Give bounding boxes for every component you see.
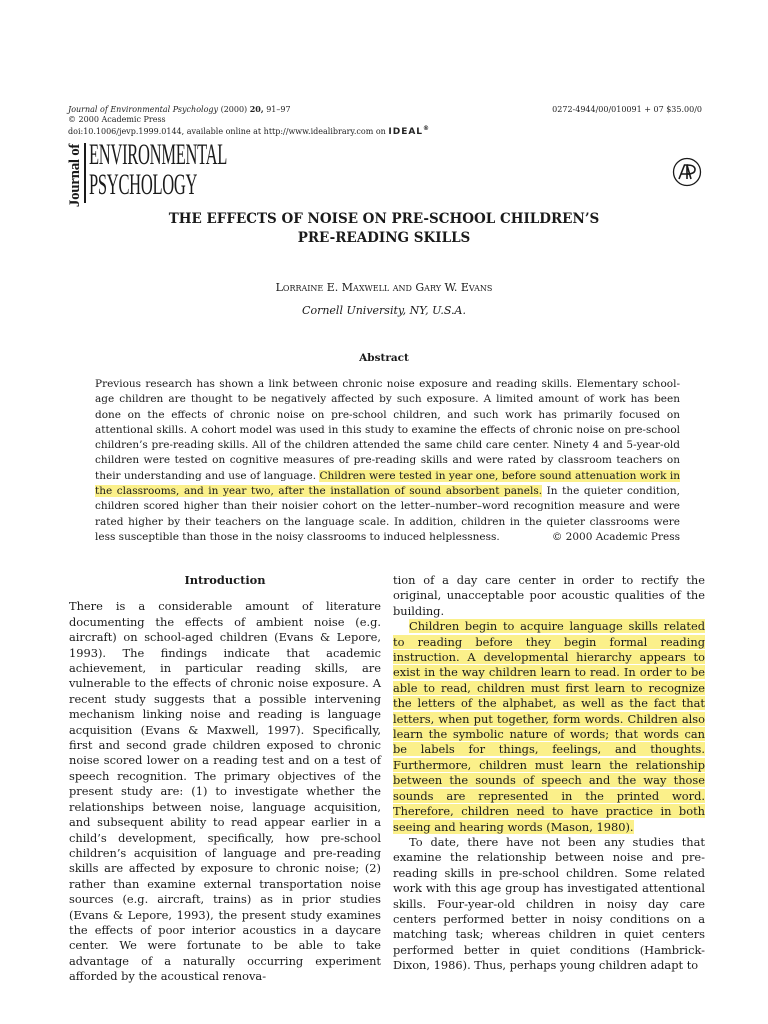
journal-name: Journal of Environmental Psychology <box>68 105 219 114</box>
page-range: 91–97 <box>266 105 291 114</box>
right-column <box>393 573 705 974</box>
running-header <box>68 105 430 138</box>
abstract-text: Previous research has shown a link between chronic noise exposure and reading skills. Elementary school-age children are thought to be negatively affected by such exposure. A limited amount of work has been done on the effects of chronic noise on pre-school children, and such work has primarily focused on attentional skills. A cohort model was used in this study to examine the effects of chronic noise on pre-school children’s pre-reading skills. All of the children attended the same child care center. Ninety 4 and 5-year-old children were tested on cognitive measures of pre-reading skills and were rated by classroom teachers on their understanding and use of language. Children were tested in year one, before sound attenuation work in the classrooms, and in year two, after the installation of sound absorbent panels. In the quieter condition, children scored higher than their noisier cohort on the letter–number–word recognition measure and were rated higher by their teachers on the language scale. In addition, children in the quieter classrooms were less susceptible than those in the noisy classrooms to induced helplessness. © 2000 Academic Press <box>95 377 680 545</box>
journal-logo <box>67 138 268 211</box>
citation-line: Journal of Environmental Psychology (2000) 20, 91–97 <box>68 104 291 114</box>
authors: Lorraine E. Maxwell and Gary W. Evans <box>275 281 493 294</box>
paragraph: To date, there have not been any studies that examine the relationship between noise and pre-reading skills in pre-school children. Some related work with this age group has investigated attentional skills. Four-year-old children in noisy day care centers performed better in noisy conditions on a matching task; whereas children in quiet centers performed better in quiet conditions (Hambrick-Dixon, 1986). Thus, perhaps young children adapt to <box>393 834 705 973</box>
academic-press-logo-icon <box>672 157 702 187</box>
journal-logo-word2: PSYCHOLOGY <box>89 168 198 201</box>
paragraph <box>393 619 705 835</box>
left-column <box>69 573 381 985</box>
copyright-line: © 2000 Academic Press <box>68 114 166 124</box>
volume: 20, <box>249 104 264 114</box>
article-title: THE EFFECTS OF NOISE ON PRE-SCHOOL CHILDREN’S PRE-READING SKILLS <box>168 211 600 246</box>
article-code: 0272-4944/00/010091 + 07 $35.00/0 <box>552 105 702 114</box>
abstract-copyright: © 2000 Academic Press <box>551 530 680 543</box>
ideal-logo: IDEAL® <box>388 125 431 137</box>
highlighted-text: Children were tested in year one, before sound attenuation work in the classrooms, and in year two, after the installation of sound absorbent panels. <box>95 469 680 498</box>
journal-logo-bar <box>84 143 86 203</box>
doi-line: doi:10.1006/jevp.1999.0144, available online at http://www.idealibrary.com on IDEAL® <box>68 125 431 137</box>
paragraph: tion of a day care center in order to rectify the original, unacceptable poor acoustic qualities of the building. <box>393 573 705 618</box>
journal-logo-of: Journal of <box>67 143 84 207</box>
affiliation: Cornell University, NY, U.S.A. <box>302 304 466 317</box>
abstract-heading: Abstract <box>359 352 409 364</box>
highlighted-text: Children begin to acquire language skills related to reading before they begin formal reading instruction. A developmental hierarchy appears to exist in the way children learn to read. In order to be able to read, children must first learn to recognize the letters of the alphabet, as well as the fact that letters, when put together, form words. Children also learn the symbolic nature of words; that words can be labels for things, feelings, and thoughts. Furthermore, children must learn the relationship between the sounds of speech and the way those sounds are represented in the printed word. Therefore, children need to have practice in both seeing and hearing words (Mason, 1980). <box>393 619 705 834</box>
paragraph: There is a considerable amount of literature documenting the effects of ambient noise (e.g. aircraft) on school-aged children (Evans & Lepore, 1993). The findings indicate that academic achievement, in particular reading skills, are vulnerable to the effects of chronic noise exposure. A recent study suggests that a possible intervening mechanism linking noise and reading is language acquisition (Evans & Maxwell, 1997). Specifically, first and second grade children exposed to chronic noise scored lower on a reading test and on a test of speech recognition. The primary objectives of the present study are: (1) to investigate whether the relationships between noise, language acquisition, and subsequent ability to read appear earlier in a child’s development, specifically, how pre-school children’s acquisition of language and pre-reading skills are affected by exposure to chronic noise; (2) rather than examine external transportation noise sources (e.g. aircraft, trains) as in prior studies (Evans & Lepore, 1993), the present study examines the effects of poor interior acoustics in a daycare center. We were fortunate to be able to take advantage of a naturally occurring experiment afforded by the acoustical renova- <box>69 599 381 984</box>
journal-logo-word1: ENVIRONMENTAL <box>89 138 228 171</box>
section-heading-introduction: Introduction <box>184 573 266 587</box>
